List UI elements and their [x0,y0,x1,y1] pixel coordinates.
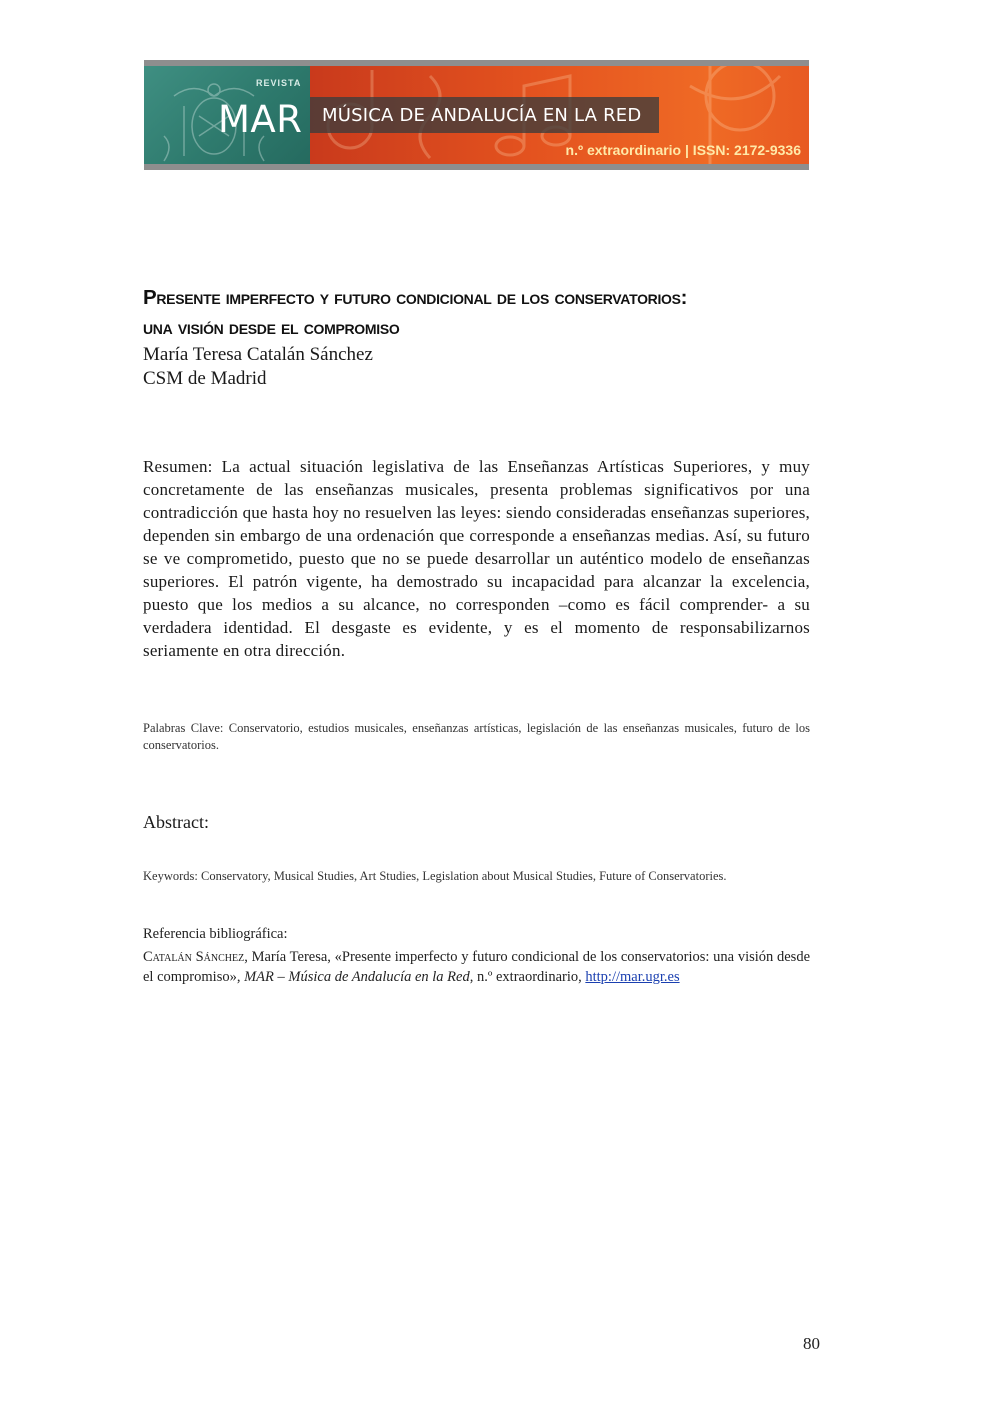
banner-revista-label: REVISTA [256,78,302,88]
abstract-heading: Abstract: [143,812,209,832]
article-title-line-1: Presente imperfecto y futuro condicional de los conservatorios: [143,286,688,309]
keywords: Keywords: Conservatory, Musical Studies, Art Studies, Legislation about Musical Studies, Future of Conservatories. [143,869,727,883]
article-title-line-2: una visión desde el compromiso [143,316,400,339]
palabras-clave: Palabras Clave: Conservatorio, estudios musicales, enseñanzas artísticas, legislación de las enseñanzas musicales, futuro de los conservatorios. [143,721,810,752]
citation-author-rest: , María Teresa, «Presente imperfecto y futuro condicional de los conservatorios: una visión desde el compromiso», [143,949,811,985]
citation [143,947,810,987]
citation-journal: MAR – Música de Andalucía en la Red [244,969,470,985]
citation-link[interactable]: http://mar.ugr.es [585,969,680,985]
article-affiliation: CSM de Madrid [143,368,267,389]
banner-title: MÚSICA DE ANDALUCÍA EN LA RED [322,105,642,126]
mar-logo: MAR [218,98,303,141]
page-number: 80 [803,1334,820,1353]
article-author: María Teresa Catalán Sánchez [143,344,373,365]
journal-banner [144,60,809,170]
citation-author-surname: Catalán Sánchez [143,949,245,965]
resumen-paragraph: Resumen: La actual situación legislativa de las Enseñanzas Artísticas Superiores, y muy concretamente de las enseñanzas musicales, presenta problemas significativos por una contradicción que hasta hoy no resuelven las leyes: siendo consideradas enseñanzas superiores, dependen sin embargo de una ordenación que corresponde a enseñanzas medias. Así, su futuro se ve comprometido, puesto que no se puede desarrollar un auténtico modelo de enseñanzas superiores. El patrón vigente, ha demostrado su incapacidad para alcanzar la excelencia, puesto que los medios a su alcance, no corresponden –como es fácil comprender- a su verdadera identidad. El desgaste es evidente, y es el momento de responsabilizarnos seriamente en otra dirección. [143,457,810,660]
banner-issue: n.º extraordinario | ISSN: 2172-9336 [565,142,801,158]
reference-label: Referencia bibliográfica: [143,926,288,942]
banner-bottom-strip [144,164,809,170]
banner-teal-panel [144,66,310,164]
citation-issue: , n.º extraordinario, [469,969,586,985]
